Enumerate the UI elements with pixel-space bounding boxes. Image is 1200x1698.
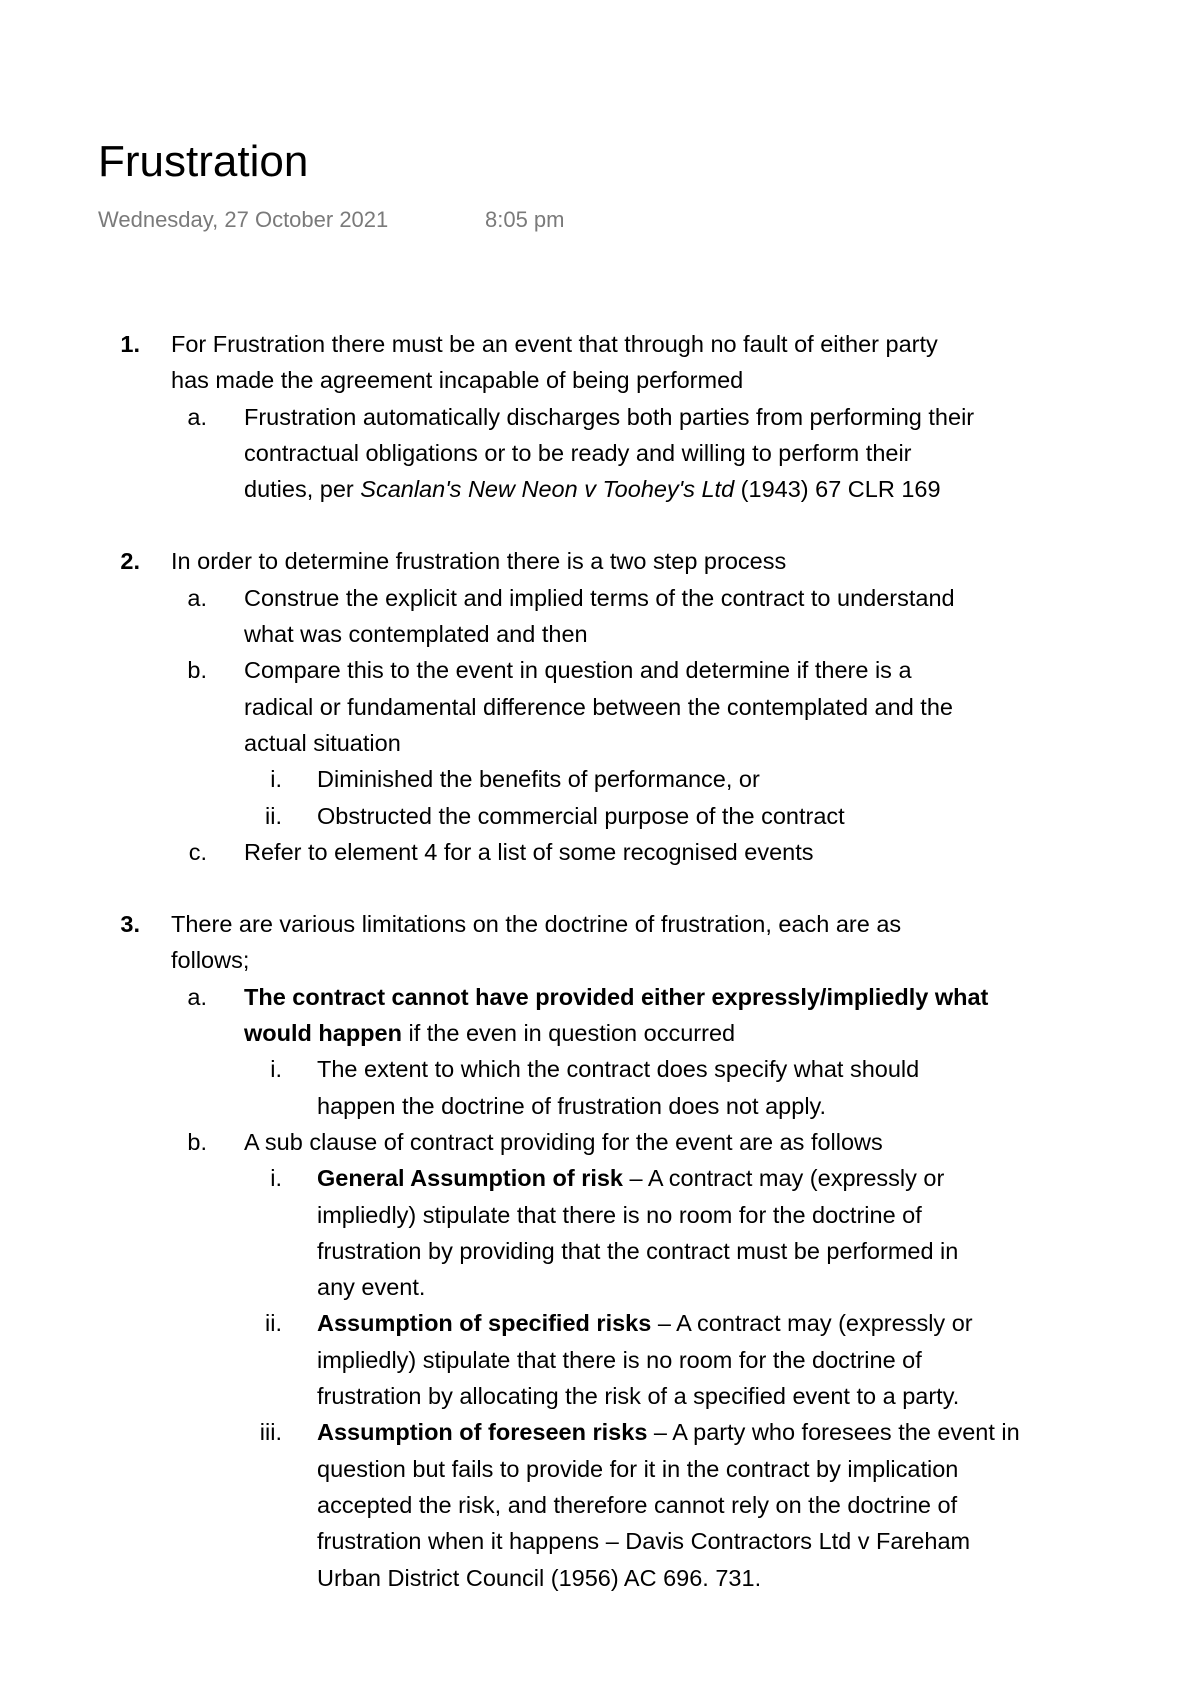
list-text: The extent to which the contract does specify what should bbox=[317, 1056, 920, 1083]
list-item-3a-i-cont bbox=[0, 1088, 1200, 1124]
list-text: Compare this to the event in question and determine if there is a bbox=[244, 657, 912, 684]
list-item-3b-iii-cont bbox=[0, 1487, 1200, 1523]
list-item-3b-iii-cont bbox=[0, 1523, 1200, 1559]
list-item-3a-i bbox=[0, 1051, 1200, 1087]
list-item-3b-ii-cont bbox=[0, 1342, 1200, 1378]
list-item-3b-iii-cont bbox=[0, 1451, 1200, 1487]
list-item-3b-i-cont bbox=[0, 1269, 1200, 1305]
list-text: radical or fundamental difference between the contemplated and the bbox=[244, 693, 953, 720]
list-item-3b bbox=[0, 1124, 1200, 1160]
text-run: (1943) 67 CLR 169 bbox=[734, 476, 941, 503]
list-number: 1. bbox=[120, 331, 140, 357]
list-item-2b-cont bbox=[0, 689, 1200, 725]
list-number: b. bbox=[187, 1128, 207, 1155]
list-text: impliedly) stipulate that there is no room for the doctrine of bbox=[317, 1346, 922, 1373]
list-number: 3. bbox=[120, 911, 140, 938]
page-time: 8:05 pm bbox=[485, 207, 565, 232]
list-number: a. bbox=[187, 584, 207, 611]
list-number: iii. bbox=[259, 1419, 282, 1446]
note-body bbox=[0, 326, 1200, 1596]
text-run: – A contract may (expressly or bbox=[651, 1310, 973, 1337]
page-title: Frustration bbox=[98, 137, 309, 186]
bold-text: would happen bbox=[244, 1020, 402, 1047]
list-text: For Frustration there must be an event that through no fault of either party bbox=[171, 331, 938, 357]
list-item-1-cont bbox=[0, 362, 1200, 398]
list-text bbox=[244, 471, 941, 507]
list-text: question but fails to provide for it in the contract by implication bbox=[317, 1455, 959, 1482]
spacer bbox=[0, 507, 1200, 543]
list-text bbox=[317, 1160, 944, 1196]
list-number: a. bbox=[187, 403, 207, 430]
page-date: Wednesday, 27 October 2021 bbox=[98, 207, 389, 232]
bold-text: Assumption of specified risks bbox=[317, 1310, 652, 1337]
list-text: In order to determine frustration there is a two step process bbox=[171, 548, 787, 575]
spacer bbox=[0, 870, 1200, 906]
list-item-1a bbox=[0, 399, 1200, 435]
list-number: i. bbox=[270, 1056, 282, 1083]
list-text: actual situation bbox=[244, 729, 401, 756]
list-item-1 bbox=[0, 326, 1200, 362]
list-item-2b-ii bbox=[0, 798, 1200, 834]
list-item-2c bbox=[0, 834, 1200, 870]
list-number: ii. bbox=[265, 1310, 282, 1337]
list-item-2b-cont bbox=[0, 725, 1200, 761]
list-text: Diminished the benefits of performance, or bbox=[317, 766, 760, 793]
list-item-3b-iii-cont bbox=[0, 1560, 1200, 1596]
list-text: has made the agreement incapable of being performed bbox=[171, 367, 744, 394]
list-text: Obstructed the commercial purpose of the contract bbox=[317, 802, 845, 829]
list-text: Refer to element 4 for a list of some recognised events bbox=[244, 838, 814, 865]
list-text: happen the doctrine of frustration does not apply. bbox=[317, 1092, 827, 1119]
list-text: follows; bbox=[171, 947, 250, 974]
text-run: duties, per bbox=[244, 476, 361, 503]
text-run: if the even in question occurred bbox=[401, 1020, 736, 1047]
list-text: There are various limitations on the doctrine of frustration, each are as bbox=[171, 911, 902, 938]
list-number: ii. bbox=[265, 802, 282, 829]
list-item-3 bbox=[0, 906, 1200, 942]
list-text: impliedly) stipulate that there is no room for the doctrine of bbox=[317, 1201, 922, 1228]
bold-text: General Assumption of risk bbox=[317, 1165, 624, 1192]
list-item-1a-cont bbox=[0, 471, 1200, 507]
list-text: Frustration automatically discharges both parties from performing their bbox=[244, 403, 975, 430]
list-text: A sub clause of contract providing for the event are as follows bbox=[244, 1128, 883, 1155]
list-item-3a-cont bbox=[0, 1015, 1200, 1051]
list-number: i. bbox=[270, 766, 282, 793]
list-number: b. bbox=[187, 657, 207, 684]
list-text: any event. bbox=[317, 1274, 426, 1301]
text-run: – A party who foresees the event in bbox=[647, 1419, 1020, 1446]
list-item-2a-cont bbox=[0, 616, 1200, 652]
list-item-3-cont bbox=[0, 942, 1200, 978]
list-text: accepted the risk, and therefore cannot rely on the doctrine of bbox=[317, 1491, 958, 1518]
list-number: c. bbox=[188, 838, 207, 865]
list-number: 2. bbox=[120, 548, 140, 575]
list-text bbox=[317, 1414, 1020, 1450]
list-number: i. bbox=[270, 1165, 282, 1192]
list-text: frustration by allocating the risk of a specified event to a party. bbox=[317, 1383, 960, 1410]
list-item-2b-i bbox=[0, 761, 1200, 797]
list-item-1a-cont bbox=[0, 435, 1200, 471]
list-item-3b-i bbox=[0, 1160, 1200, 1196]
list-number: a. bbox=[187, 983, 207, 1010]
list-text bbox=[244, 979, 988, 1015]
case-citation: Scanlan's New Neon v Toohey's Ltd bbox=[360, 476, 735, 503]
list-item-2a bbox=[0, 580, 1200, 616]
list-text: contractual obligations or to be ready and willing to perform their bbox=[244, 439, 912, 466]
page-meta bbox=[98, 205, 565, 235]
list-item-3b-iii bbox=[0, 1414, 1200, 1450]
list-item-3a bbox=[0, 979, 1200, 1015]
list-item-3b-ii bbox=[0, 1305, 1200, 1341]
list-item-2 bbox=[0, 543, 1200, 579]
list-text bbox=[317, 1305, 973, 1341]
list-text: frustration when it happens – Davis Contractors Ltd v Fareham bbox=[317, 1528, 971, 1555]
bold-text: The contract cannot have provided either expressly/impliedly what bbox=[244, 983, 989, 1010]
text-run: – A contract may (expressly or bbox=[623, 1165, 945, 1192]
bold-text: Assumption of foreseen risks bbox=[317, 1419, 648, 1446]
list-item-3b-i-cont bbox=[0, 1197, 1200, 1233]
list-text: Urban District Council (1956) AC 696. 731. bbox=[317, 1564, 762, 1591]
list-text: Construe the explicit and implied terms of the contract to understand bbox=[244, 584, 955, 611]
list-item-2b bbox=[0, 652, 1200, 688]
list-text: what was contemplated and then bbox=[244, 621, 588, 648]
list-text: frustration by providing that the contract must be performed in bbox=[317, 1237, 959, 1264]
list-item-3b-i-cont bbox=[0, 1233, 1200, 1269]
list-item-3b-ii-cont bbox=[0, 1378, 1200, 1414]
list-text bbox=[244, 1015, 735, 1051]
